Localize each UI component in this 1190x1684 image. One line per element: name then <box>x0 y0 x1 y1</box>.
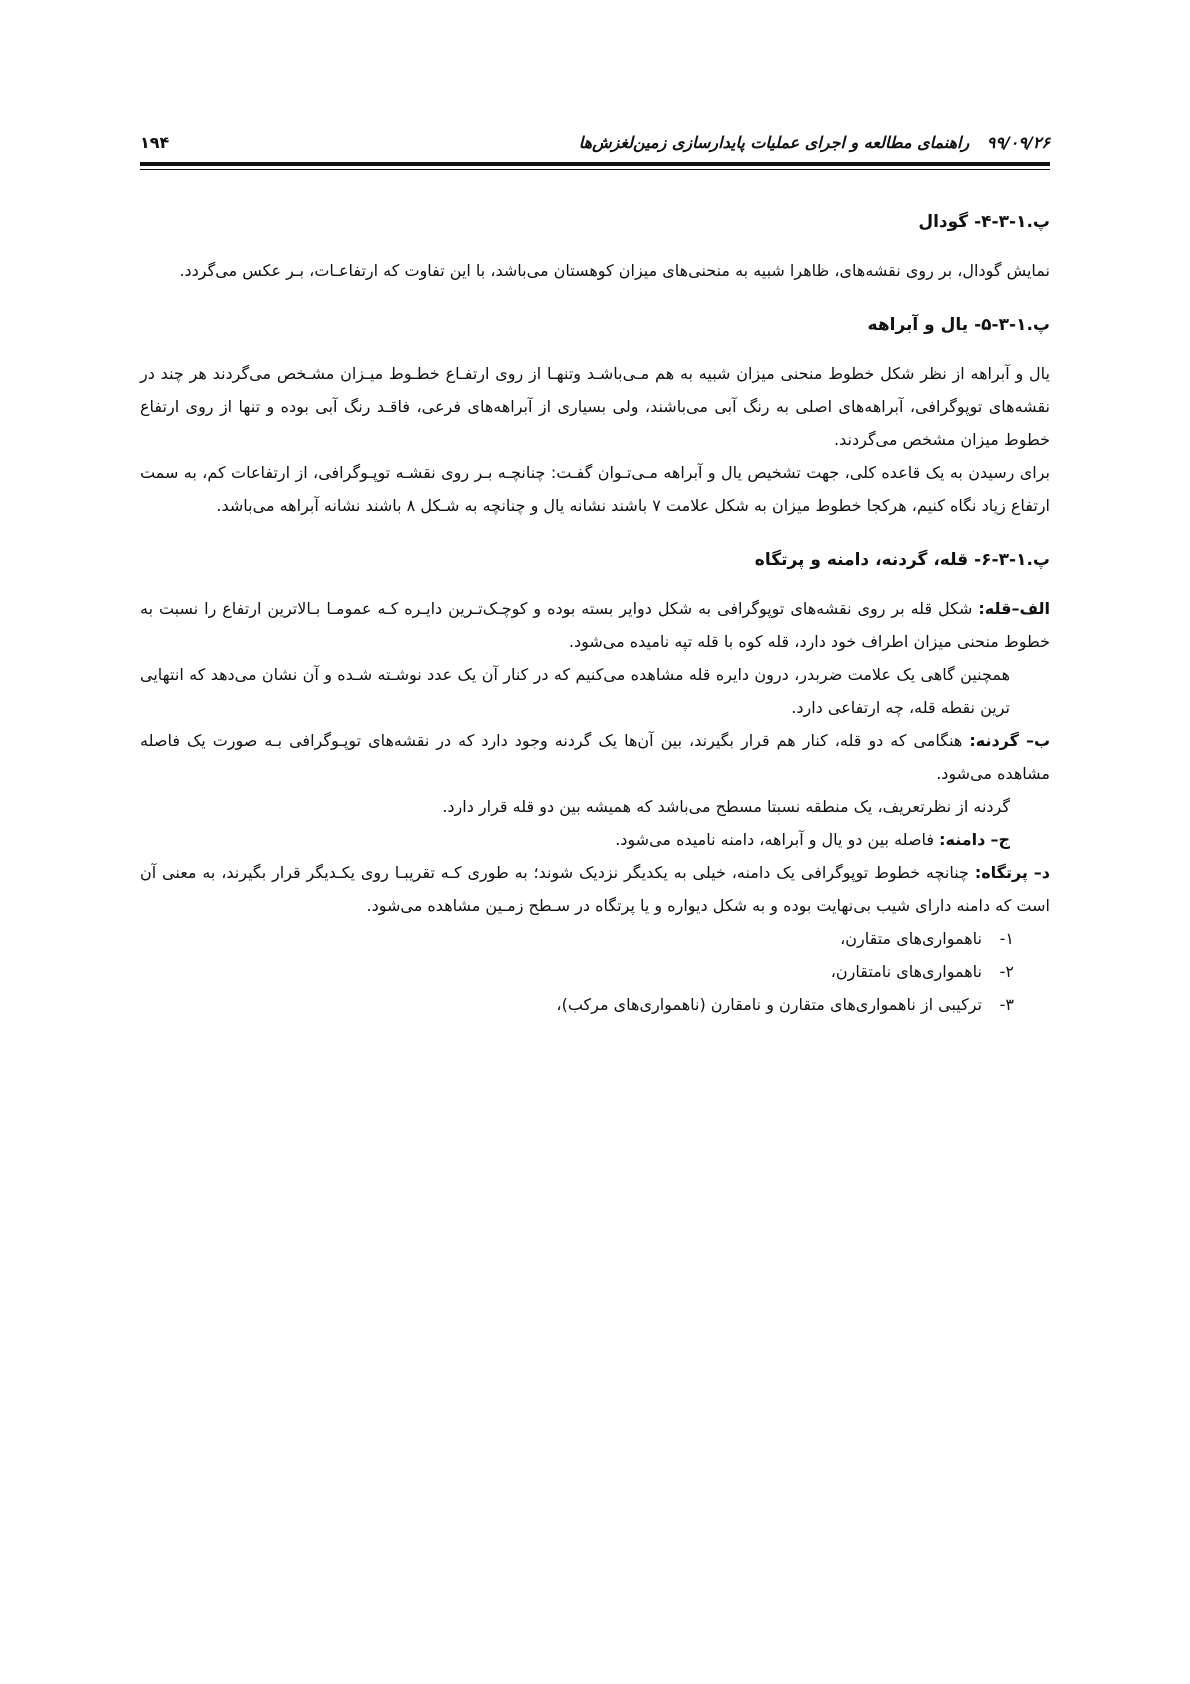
item-note: همچنین گاهی یک علامت ضربدر، درون دایره قله مشاهده می‌کنیم که در کنار آن یک عدد نوشـته شـده و آن نشان می‌دهد که انتهایی ترین نقطه قله، چه ارتفاعی دارد. <box>140 665 1010 717</box>
item-marker: د– <box>1033 863 1051 882</box>
item-term: گردنه: <box>969 731 1019 750</box>
item-body: هنگامی که دو قله، کنار هم قرار بگیرند، بین آن‌ها یک گردنه وجود دارد که در نقشه‌های توپـوگرافی بـه صورت یک فاصله مشاهده می‌شود. <box>140 731 1050 783</box>
item-text <box>140 592 1050 658</box>
section-depression <box>140 208 1050 287</box>
running-header <box>140 125 1050 165</box>
header-rule-thick <box>140 162 1050 166</box>
item-text <box>140 856 1050 922</box>
list-number: ۱- <box>999 929 1014 948</box>
item-body: فاصله بین دو یال و آبراهه، دامنه نامیده می‌شود. <box>615 830 940 849</box>
list-item-slope <box>140 823 1050 856</box>
item-text <box>140 823 1050 856</box>
list-item <box>140 922 1014 955</box>
list-item-peak <box>140 592 1050 724</box>
item-term: پرتگاه: <box>974 863 1028 882</box>
paragraph: نمایش گودال، بر روی نقشه‌های، ظاهرا شبیه به منحنی‌های میزان کوهستان می‌باشد، با این تفاوت که ارتفاعـات، بـر عکس می‌گردد. <box>179 261 1050 280</box>
list-number: ۳- <box>999 995 1014 1014</box>
item-text <box>140 724 1050 790</box>
header-rule-thin <box>140 169 1050 170</box>
running-title <box>579 133 1050 152</box>
list-number: ۲- <box>999 962 1014 981</box>
item-marker: ج– <box>990 830 1010 849</box>
section-ridge-and-channel <box>140 311 1050 522</box>
main-content <box>140 208 1050 1021</box>
item-body: چنانچه خطوط توپوگرافی یک دامنه، خیلی به یکدیگر نزدیک شوند؛ به طوری کـه تقریبـا روی یکـدیگر قرار بگیرند، به معنی آن است که دامنه دارای شیب بی‌نهایت بوده و به شکل دیواره و یا پرتگاه در سـطح زمـین مشاهده می‌شود. <box>140 863 1050 915</box>
list-text: ترکیبی از ناهمواری‌های متقارن و نامقارن (ناهمواری‌های مرکب)، <box>556 995 982 1014</box>
list-item-saddle <box>140 724 1050 823</box>
list-text: ناهمواری‌های متقارن، <box>840 929 982 948</box>
section-heading: پ.۱-۳-۴- گودال <box>918 212 1050 232</box>
item-marker: ب– <box>1025 731 1051 750</box>
list-text: ناهمواری‌های نامتقارن، <box>830 962 982 981</box>
section-peak-saddle-slope-cliff <box>140 546 1050 1021</box>
item-note: گردنه از نظرتعریف، یک منطقه نسبتا مسطح می‌باشد که همیشه بین دو قله قرار دارد. <box>442 797 1010 816</box>
list-item <box>140 988 1014 1021</box>
header-title: راهنمای مطالعه و اجرای عملیات پایدارسازی زمین‌لغزش‌ها <box>578 133 970 152</box>
paragraph: یال و آبراهه از نظر شکل خطوط منحنی میزان شبیه به هم مـی‌باشـد وتنهـا از روی ارتفـاع خطـوط میـزان مشـخص می‌گردند هر چند در نقشه‌های توپوگرافی، آبراهه‌های اصلی به رنگ آبی می‌باشند، ولی بسیاری از آبراهه‌های فرعی، فاقـد رنگ آبی بوده و تنها از روی ارتفاع خطوط میزان مشخص می‌گردند. <box>140 364 1050 449</box>
item-body: شکل قله بر روی نقشه‌های توپوگرافی به شکل دوایر بسته بوده و کوچـک‌تـرین دایـره کـه عمومـا بـالاترین ارتفاع را نسبت به خطوط منحنی میزان اطراف خود دارد، قله کوه با قله تپه نامیده می‌شود. <box>140 599 1050 651</box>
list-item-cliff <box>140 856 1050 922</box>
header-date: ۹۹/۰۹/۲۶ <box>986 133 1050 152</box>
item-term: دامنه: <box>939 830 986 849</box>
paragraph: برای رسیدن به یک قاعده کلی، جهت تشخیص یال و آبراهه مـی‌تـوان گفـت: چنانچـه بـر روی نقشـه توپـوگرافی، از ارتفاعات کم، به سمت ارتفاع زیاد نگاه کنیم، هرکجا خطوط میزان به شکل علامت ۷ باشند نشانه یال و چنانچه به شـکل ۸ باشند نشانه آبراهه می‌باشد. <box>140 463 1050 515</box>
section-heading: پ.۱-۳-۵- یال و آبراهه <box>867 315 1050 335</box>
section-heading: پ.۱-۳-۶- قله، گردنه، دامنه و پرتگاه <box>754 550 1050 570</box>
numbered-list <box>140 922 1050 1021</box>
list-item <box>140 955 1014 988</box>
item-term: قله: <box>978 599 1012 618</box>
page-number: ۱۹۴ <box>140 133 170 152</box>
item-marker: الف– <box>1011 599 1050 618</box>
